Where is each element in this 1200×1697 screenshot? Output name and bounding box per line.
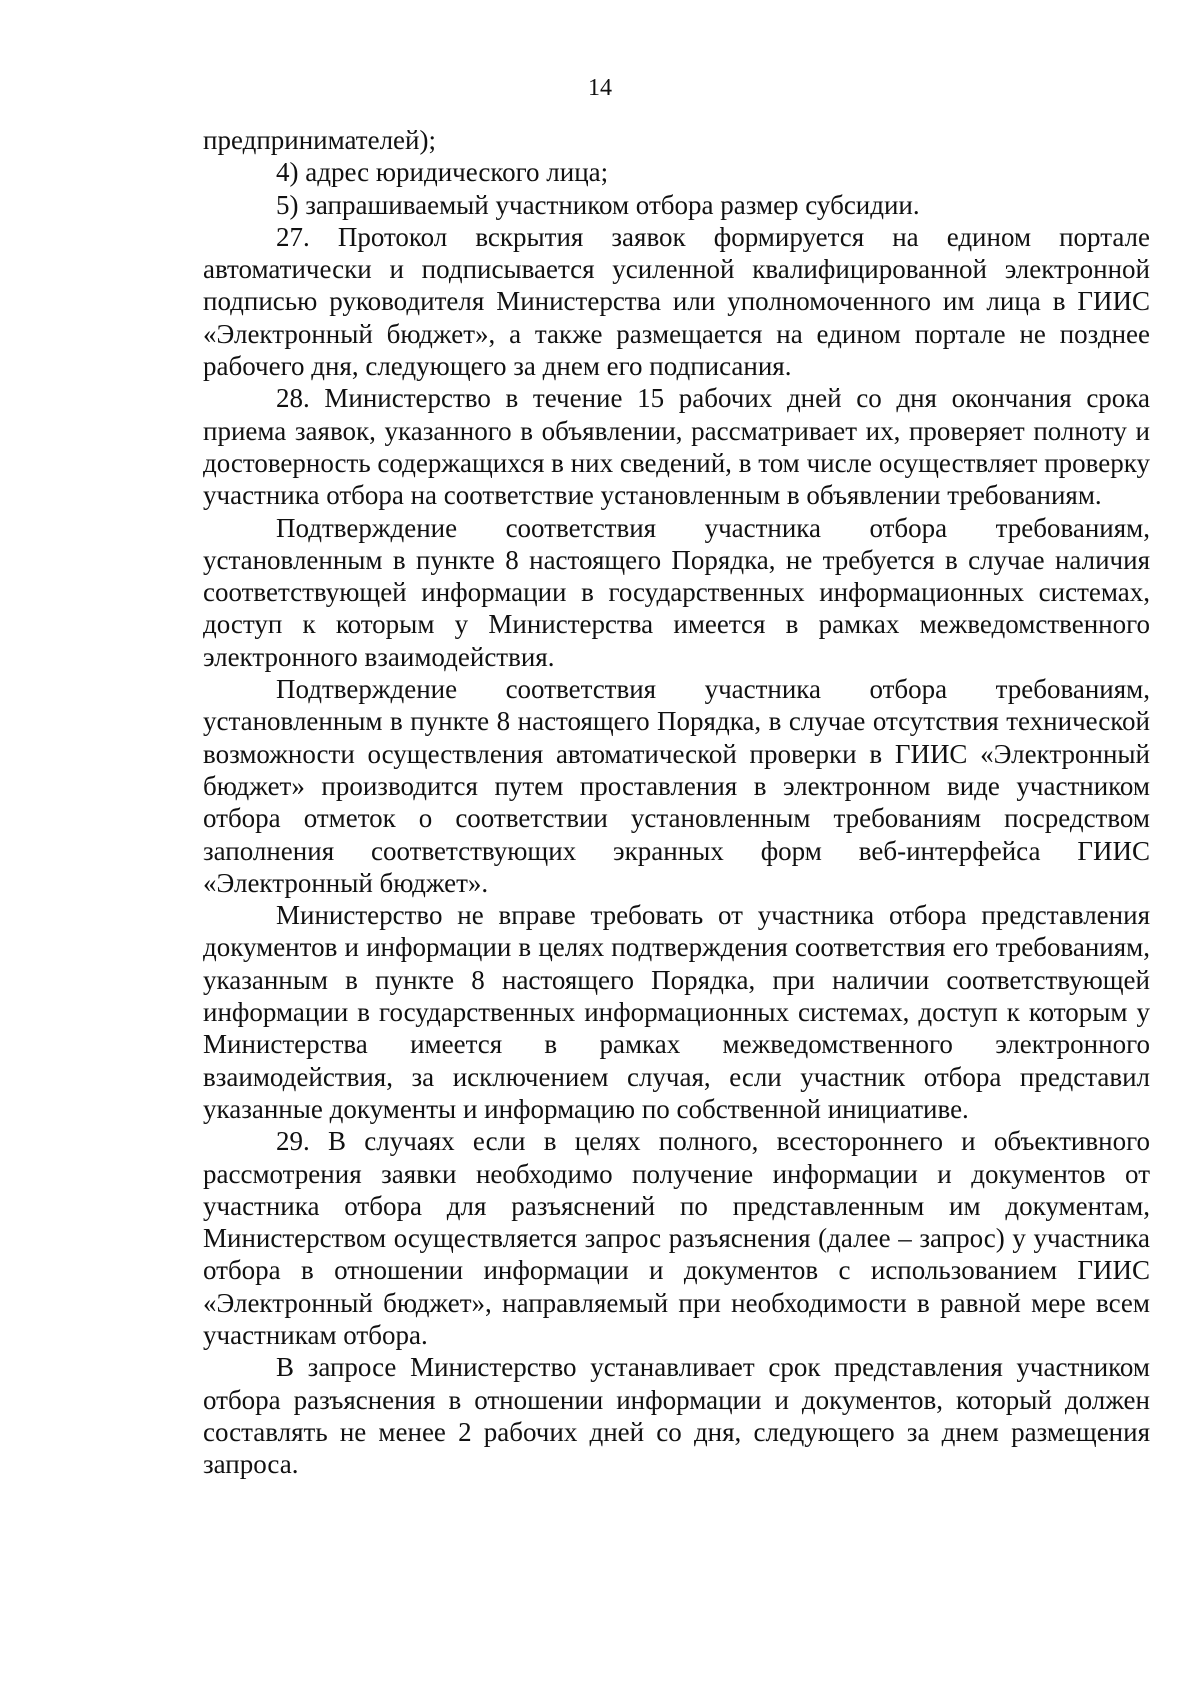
paragraph-27: 27. Протокол вскрытия заявок формируется на едином портале автоматически и подписывается усиленной квалифицированной электронной подписью руководителя Министерства или уполномоченного им лица в ГИИС «Электронный бюджет», а также размещается на едином портале не позднее рабочего дня, следующего за днем его подписания. (203, 221, 1150, 382)
paragraph-confirmation-manual: Подтверждение соответствия участника отбора требованиям, установленным в пункте 8 настоящего Порядка, в случае отсутствия технической возможности осуществления автоматической проверки в ГИИС «Электронный бюджет» производится путем проставления в электронном виде участником отбора отметок о соответствии установленным требованиям посредством заполнения соответствующих экранных форм веб-интерфейса ГИИС «Электронный бюджет». (203, 674, 1150, 898)
paragraph-request-deadline: В запросе Министерство устанавливает срок представления участником отбора разъяснения в отношении информации и документов, который должен составлять не менее 2 рабочих дней со дня, следующего за днем размещения запроса. (203, 1352, 1150, 1480)
page-number: 14 (588, 75, 612, 101)
paragraph-confirmation-not-required: Подтверждение соответствия участника отбора требованиям, установленным в пункте 8 настоящего Порядка, не требуется в случае наличия соответствующей информации в государственных информационных системах, доступ к которым у Министерства имеется в рамках межведомственного электронного взаимодействия. (203, 512, 1150, 672)
paragraph-28: 28. Министерство в течение 15 рабочих дней со дня окончания срока приема заявок, указанного в объявлении, рассматривает их, проверяет полноту и достоверность содержащихся в них сведений, в том числе осуществляет проверку участника отбора на соответствие установленным в объявлении требованиям. (203, 383, 1150, 511)
list-item-4: 4) адрес юридического лица; (276, 157, 609, 188)
paragraph-29: 29. В случаях если в целях полного, всестороннего и объективного рассмотрения заявки необходимо получение информации и документов от участника отбора для разъяснений по представленным им документам, Министерством осуществляется запрос разъяснения (далее – запрос) у участника отбора в отношении информации и документов с использованием ГИИС «Электронный бюджет», направляемый при необходимости в равной мере всем участникам отбора. (203, 1126, 1150, 1350)
document-body (203, 124, 1150, 1480)
paragraph-ministry-restriction: Министерство не вправе требовать от участника отбора представления документов и информации в целях подтверждения соответствия его требованиям, указанным в пункте 8 настоящего Порядка, при наличии соответствующей информации в государственных информационных системах, доступ к которым у Министерства имеется в рамках межведомственного электронного взаимодействия, за исключением случая, если участник отбора представил указанные документы и информацию по собственной инициативе. (203, 900, 1150, 1124)
list-item-5: 5) запрашиваемый участником отбора размер субсидии. (276, 189, 920, 220)
paragraph-continuation: предпринимателей); (203, 125, 436, 155)
